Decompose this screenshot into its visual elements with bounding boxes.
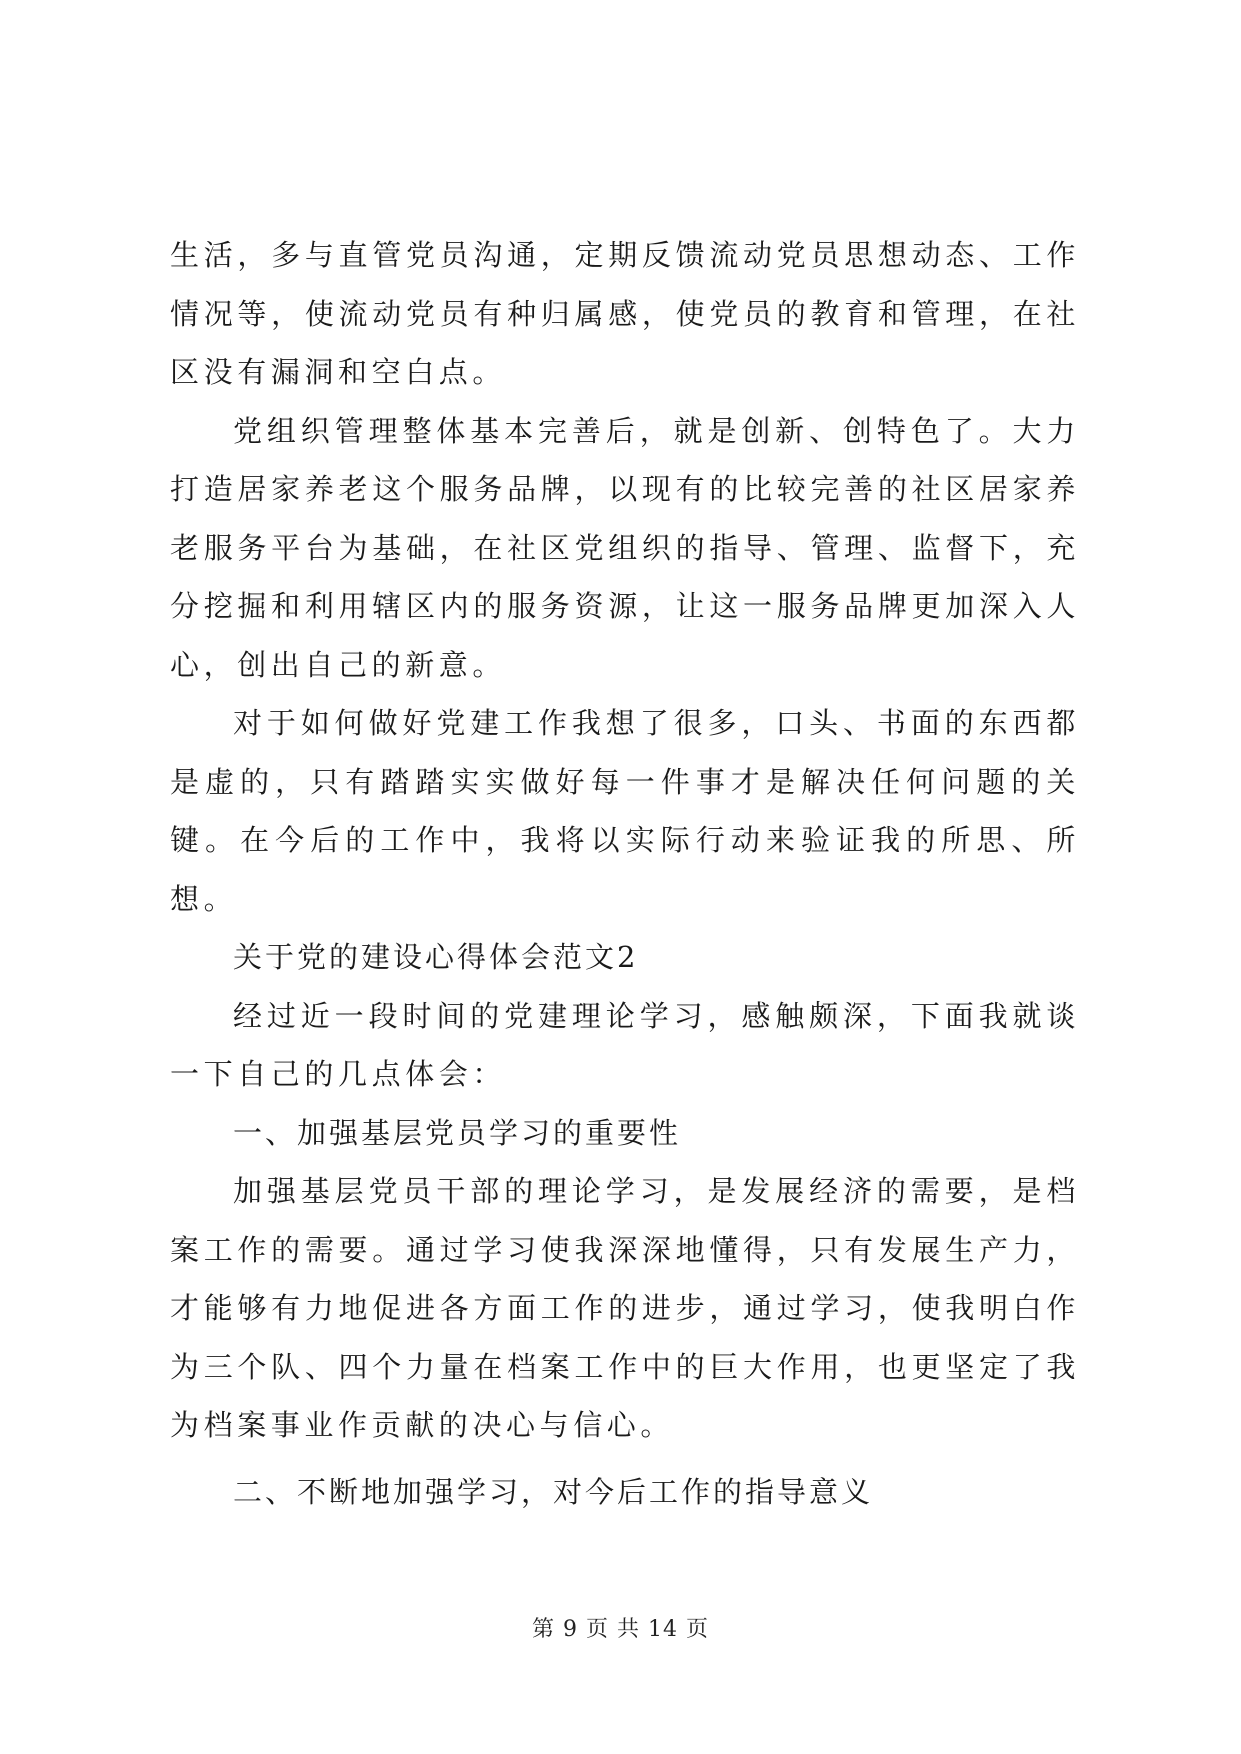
subheading-one: 一、加强基层党员学习的重要性 [233, 1115, 682, 1150]
page-number-footer: 第 9 页 共 14 页 [532, 1617, 709, 1642]
paragraph-continuation: 生活，多与直管党员沟通，定期反馈流动党员思想动态、工作情况等，使流动党员有种归属感，使党员的教育和管理，在社区没有漏洞和空白点。 [170, 238, 1080, 389]
subheading-two: 二、不断地加强学习，对今后工作的指导意义 [233, 1474, 874, 1509]
paragraph-conclusion: 对于如何做好党建工作我想了很多，口头、书面的东西都是虚的，只有踏踏实实做好每一件事才是解决任何问题的关键。在今后的工作中，我将以实际行动来验证我的所思、所想。 [170, 706, 1080, 916]
paragraph-importance: 加强基层党员干部的理论学习，是发展经济的需要，是档案工作的需要。通过学习使我深深地懂得，只有发展生产力，才能够有力地促进各方面工作的进步，通过学习，使我明白作为三个队、四个力量在档案工作中的巨大作用，也更坚定了我为档案事业作贡献的决心与信心。 [170, 1174, 1080, 1442]
section-title: 关于党的建设心得体会范文2 [233, 940, 639, 974]
document-body [170, 226, 1080, 1521]
paragraph-intro: 经过近一段时间的党建理论学习，感触颇深，下面我就谈一下自己的几点体会： [170, 998, 1080, 1091]
paragraph-innovation: 党组织管理整体基本完善后，就是创新、创特色了。大力打造居家养老这个服务品牌，以现有的比较完善的社区居家养老服务平台为基础，在社区党组织的指导、管理、监督下，充分挖掘和利用辖区内的服务资源，让这一服务品牌更加深入人心，创出自己的新意。 [170, 413, 1080, 682]
